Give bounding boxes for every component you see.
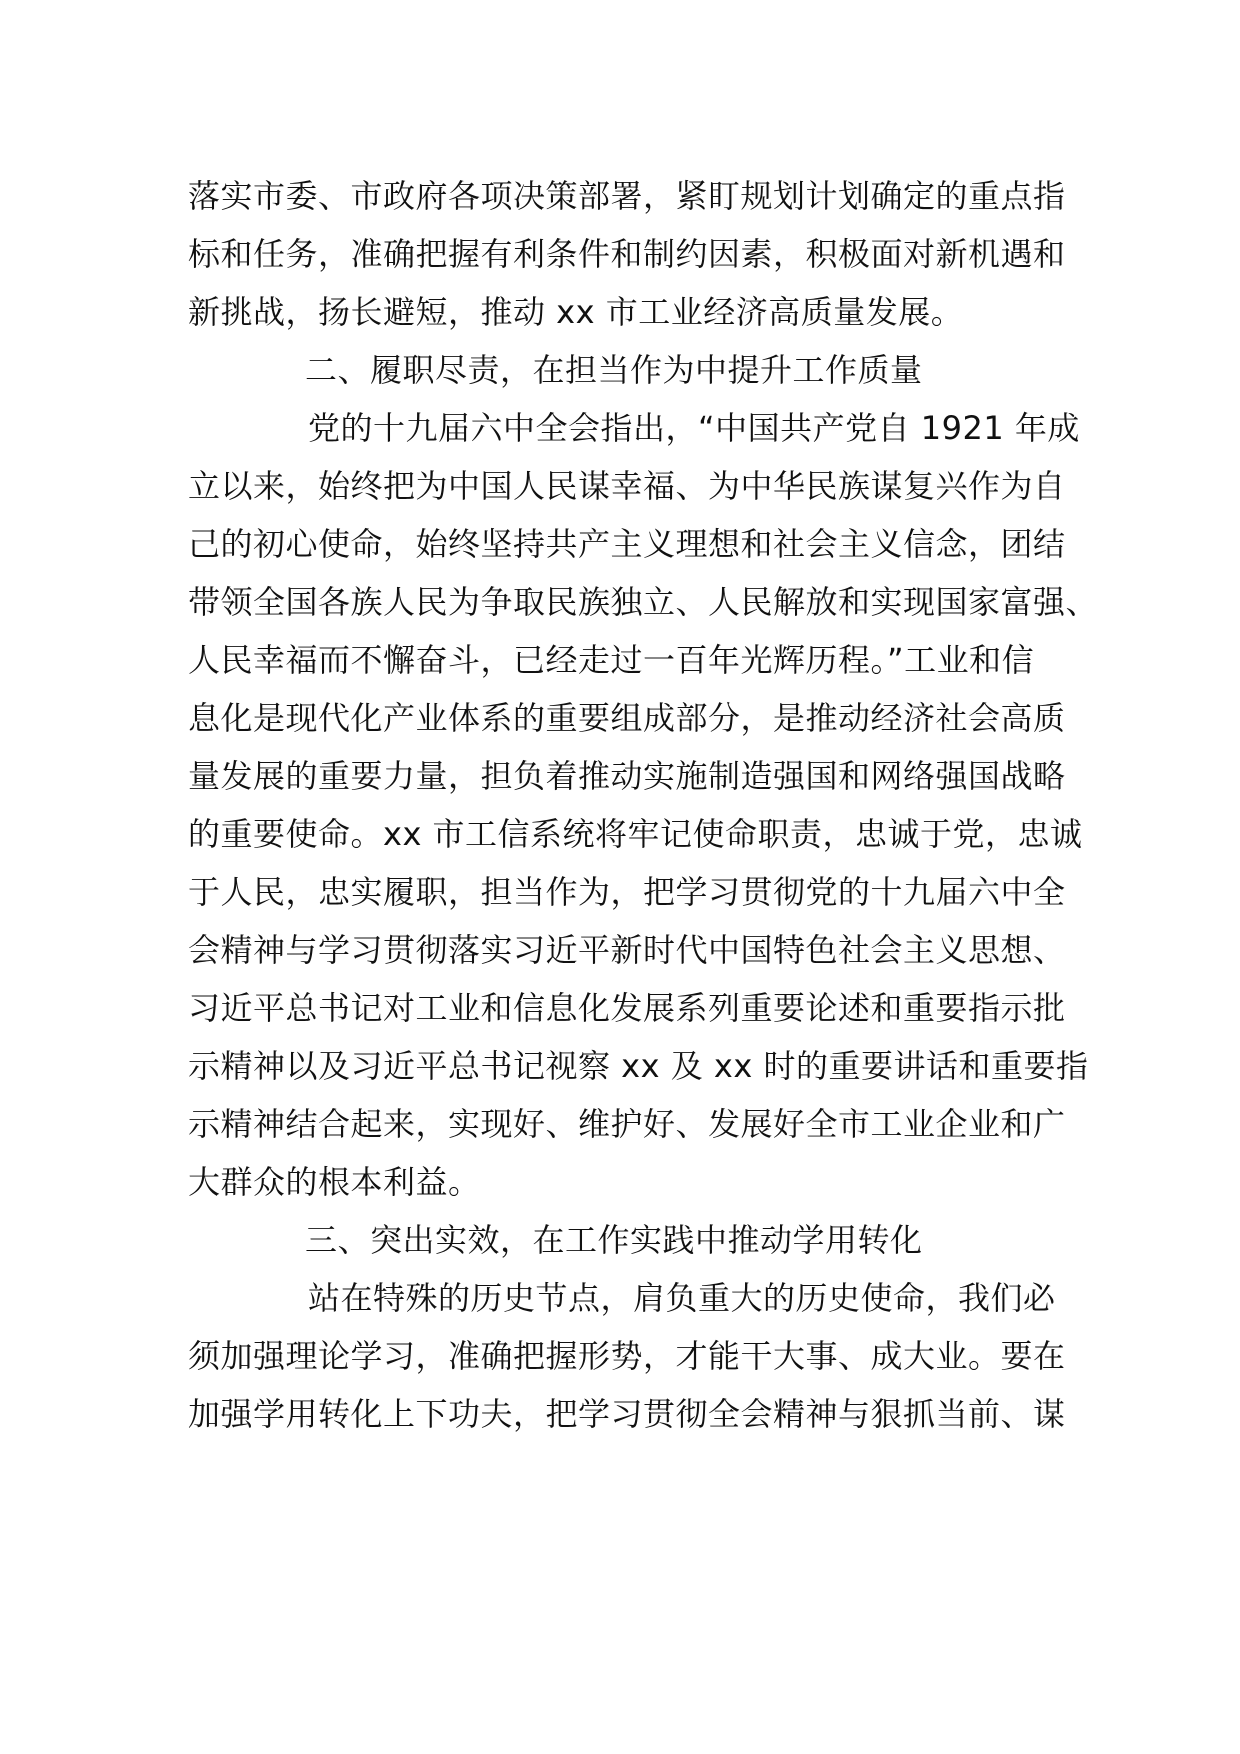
section-heading-2: 二、履职尽责，在担当作为中提升工作质量 xyxy=(305,351,923,389)
body-text-line: 习近平总书记对工业和信息化发展系列重要论述和重要指示批 xyxy=(188,989,1066,1027)
body-text-line: 的重要使命。xx 市工信系统将牢记使命职责，忠诚于党，忠诚 xyxy=(188,815,1083,853)
section-heading-3: 三、突出实效，在工作实践中推动学用转化 xyxy=(305,1221,923,1259)
body-text-line: 加强学用转化上下功夫，把学习贯彻全会精神与狠抓当前、谋 xyxy=(188,1395,1066,1433)
body-text-line: 示精神以及习近平总书记视察 xx 及 xx 时的重要讲话和重要指 xyxy=(188,1047,1089,1085)
body-text-line: 于人民，忠实履职，担当作为，把学习贯彻党的十九届六中全 xyxy=(188,873,1066,911)
body-text-line: 新挑战，扬长避短，推动 xx 市工业经济高质量发展。 xyxy=(188,293,964,331)
body-text-line: 党的十九届六中全会指出，“中国共产党自 1921 年成 xyxy=(308,409,1080,447)
body-text-line: 大群众的根本利益。 xyxy=(188,1163,481,1201)
body-text-line: 须加强理论学习，准确把握形势，才能干大事、成大业。要在 xyxy=(188,1337,1066,1375)
body-text-line: 会精神与学习贯彻落实习近平新时代中国特色社会主义思想、 xyxy=(188,931,1066,969)
body-text-line: 人民幸福而不懈奋斗，已经走过一百年光辉历程。”工业和信 xyxy=(188,641,1035,679)
body-text-line: 标和任务，准确把握有利条件和制约因素，积极面对新机遇和 xyxy=(188,235,1066,273)
body-text-line: 站在特殊的历史节点，肩负重大的历史使命，我们必 xyxy=(308,1279,1056,1317)
body-text-line: 落实市委、市政府各项决策部署，紧盯规划计划确定的重点指 xyxy=(188,177,1066,215)
body-text-line: 立以来，始终把为中国人民谋幸福、为中华民族谋复兴作为自 xyxy=(188,467,1066,505)
body-text-line: 己的初心使命，始终坚持共产主义理想和社会主义信念，团结 xyxy=(188,525,1066,563)
body-text-line: 带领全国各族人民为争取民族独立、人民解放和实现国家富强、 xyxy=(188,583,1099,621)
body-text-line: 息化是现代化产业体系的重要组成部分，是推动经济社会高质 xyxy=(188,699,1066,737)
body-text-line: 示精神结合起来，实现好、维护好、发展好全市工业企业和广 xyxy=(188,1105,1066,1143)
body-text-line: 量发展的重要力量，担负着推动实施制造强国和网络强国战略 xyxy=(188,757,1066,795)
